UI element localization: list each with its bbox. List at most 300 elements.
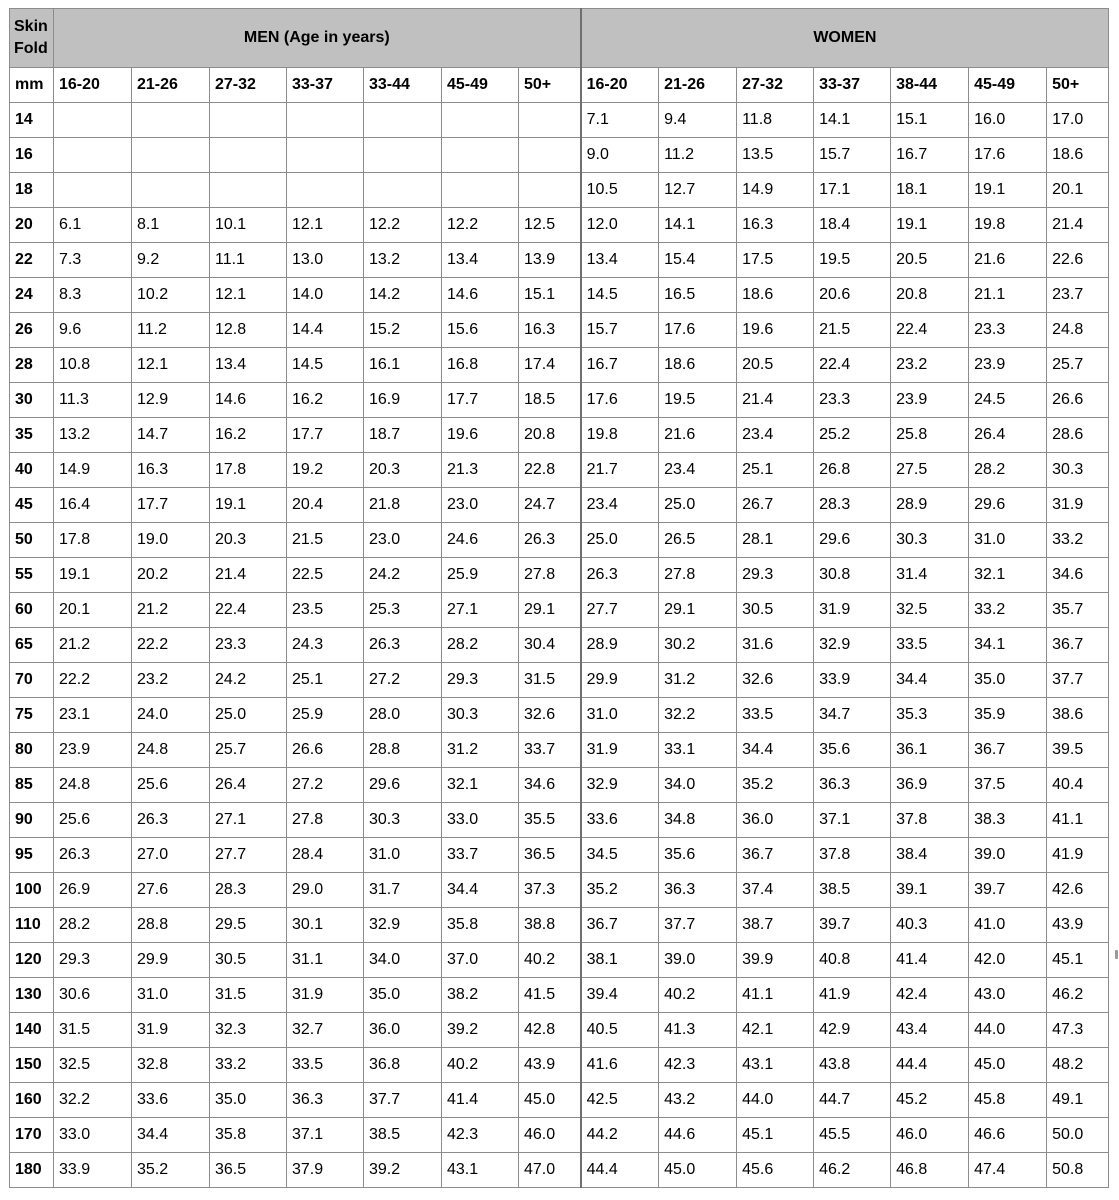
women-value-cell: 19.5	[659, 383, 737, 418]
men-value-cell: 10.1	[210, 208, 287, 243]
women-age-header: 33-37	[814, 68, 891, 103]
men-value-cell: 25.1	[287, 663, 364, 698]
men-value-cell: 37.7	[364, 1083, 442, 1118]
women-value-cell: 36.7	[737, 838, 814, 873]
skinfold-mm-cell: 14	[10, 103, 54, 138]
men-value-cell: 14.6	[210, 383, 287, 418]
men-value-cell: 17.4	[519, 348, 581, 383]
men-value-cell: 24.3	[287, 628, 364, 663]
men-value-cell: 30.6	[54, 978, 132, 1013]
table-row	[10, 383, 1109, 418]
women-value-cell: 46.8	[891, 1153, 969, 1188]
men-value-cell: 29.9	[132, 943, 210, 978]
table-row	[10, 1048, 1109, 1083]
men-value-cell: 35.0	[210, 1083, 287, 1118]
men-value-cell: 46.0	[519, 1118, 581, 1153]
men-value-cell	[132, 138, 210, 173]
women-value-cell: 19.1	[891, 208, 969, 243]
women-value-cell: 44.6	[659, 1118, 737, 1153]
men-value-cell: 37.9	[287, 1153, 364, 1188]
women-value-cell: 37.1	[814, 803, 891, 838]
men-value-cell: 15.1	[519, 278, 581, 313]
men-value-cell: 26.3	[132, 803, 210, 838]
table-row	[10, 313, 1109, 348]
men-group-header: MEN (Age in years)	[54, 9, 581, 68]
men-value-cell: 43.9	[519, 1048, 581, 1083]
men-value-cell	[442, 138, 519, 173]
men-value-cell	[519, 138, 581, 173]
women-value-cell: 31.0	[969, 523, 1047, 558]
men-value-cell: 27.8	[287, 803, 364, 838]
women-value-cell: 32.6	[737, 663, 814, 698]
women-value-cell: 12.7	[659, 173, 737, 208]
skinfold-mm-cell: 50	[10, 523, 54, 558]
men-value-cell: 37.3	[519, 873, 581, 908]
women-value-cell: 42.4	[891, 978, 969, 1013]
table-row	[10, 1013, 1109, 1048]
men-value-cell	[54, 173, 132, 208]
women-value-cell: 15.7	[814, 138, 891, 173]
women-value-cell: 37.7	[659, 908, 737, 943]
men-value-cell: 16.8	[442, 348, 519, 383]
women-value-cell: 40.8	[814, 943, 891, 978]
men-age-header: 33-44	[364, 68, 442, 103]
men-value-cell: 14.2	[364, 278, 442, 313]
men-value-cell: 12.1	[132, 348, 210, 383]
men-value-cell: 40.2	[442, 1048, 519, 1083]
men-value-cell: 34.4	[132, 1118, 210, 1153]
women-value-cell: 44.7	[814, 1083, 891, 1118]
women-value-cell: 21.4	[737, 383, 814, 418]
men-value-cell: 10.2	[132, 278, 210, 313]
women-value-cell: 44.4	[581, 1153, 659, 1188]
men-value-cell: 13.4	[442, 243, 519, 278]
men-value-cell: 24.8	[132, 733, 210, 768]
men-value-cell: 32.5	[54, 1048, 132, 1083]
men-value-cell: 16.1	[364, 348, 442, 383]
women-value-cell: 28.9	[891, 488, 969, 523]
women-value-cell: 48.2	[1047, 1048, 1109, 1083]
women-value-cell: 50.8	[1047, 1153, 1109, 1188]
men-value-cell: 33.9	[54, 1153, 132, 1188]
skinfold-mm-cell: 28	[10, 348, 54, 383]
men-value-cell: 22.2	[54, 663, 132, 698]
women-value-cell: 34.4	[737, 733, 814, 768]
table-row	[10, 943, 1109, 978]
women-value-cell: 26.7	[737, 488, 814, 523]
women-value-cell: 18.1	[891, 173, 969, 208]
women-value-cell: 16.0	[969, 103, 1047, 138]
men-age-header: 16-20	[54, 68, 132, 103]
men-value-cell: 30.5	[210, 943, 287, 978]
women-value-cell: 18.6	[659, 348, 737, 383]
women-value-cell: 49.1	[1047, 1083, 1109, 1118]
men-value-cell: 36.3	[287, 1083, 364, 1118]
women-value-cell: 21.6	[659, 418, 737, 453]
men-value-cell: 23.1	[54, 698, 132, 733]
men-value-cell: 14.0	[287, 278, 364, 313]
women-value-cell: 33.2	[1047, 523, 1109, 558]
women-value-cell: 33.9	[814, 663, 891, 698]
women-value-cell: 17.0	[1047, 103, 1109, 138]
table-row	[10, 663, 1109, 698]
women-value-cell: 36.7	[969, 733, 1047, 768]
women-value-cell: 43.0	[969, 978, 1047, 1013]
women-value-cell: 18.4	[814, 208, 891, 243]
men-value-cell: 23.9	[54, 733, 132, 768]
men-value-cell: 20.2	[132, 558, 210, 593]
women-value-cell: 40.5	[581, 1013, 659, 1048]
women-value-cell: 15.7	[581, 313, 659, 348]
women-value-cell: 19.6	[737, 313, 814, 348]
skinfold-label-line1: Skin	[14, 18, 48, 35]
men-value-cell: 19.1	[54, 558, 132, 593]
women-value-cell: 34.7	[814, 698, 891, 733]
men-value-cell: 26.6	[287, 733, 364, 768]
women-value-cell: 14.9	[737, 173, 814, 208]
women-value-cell: 17.1	[814, 173, 891, 208]
men-value-cell: 29.3	[54, 943, 132, 978]
skinfold-mm-cell: 35	[10, 418, 54, 453]
men-value-cell: 35.0	[364, 978, 442, 1013]
table-row	[10, 873, 1109, 908]
women-value-cell: 44.4	[891, 1048, 969, 1083]
table-row	[10, 908, 1109, 943]
women-value-cell: 30.3	[891, 523, 969, 558]
men-value-cell: 33.7	[519, 733, 581, 768]
men-value-cell	[364, 173, 442, 208]
women-value-cell: 41.1	[737, 978, 814, 1013]
women-value-cell: 36.7	[1047, 628, 1109, 663]
men-value-cell: 12.9	[132, 383, 210, 418]
women-value-cell: 34.5	[581, 838, 659, 873]
men-value-cell	[364, 103, 442, 138]
women-value-cell: 14.5	[581, 278, 659, 313]
skinfold-mm-cell: 85	[10, 768, 54, 803]
women-value-cell: 42.6	[1047, 873, 1109, 908]
men-value-cell: 32.8	[132, 1048, 210, 1083]
women-value-cell: 45.5	[814, 1118, 891, 1153]
skinfold-mm-cell: 70	[10, 663, 54, 698]
men-value-cell	[210, 138, 287, 173]
men-value-cell: 12.1	[287, 208, 364, 243]
women-value-cell: 43.2	[659, 1083, 737, 1118]
women-group-header: WOMEN	[581, 9, 1109, 68]
women-value-cell: 38.4	[891, 838, 969, 873]
men-value-cell: 26.4	[210, 768, 287, 803]
men-value-cell: 25.6	[54, 803, 132, 838]
men-value-cell: 25.3	[364, 593, 442, 628]
men-value-cell: 31.2	[442, 733, 519, 768]
men-value-cell: 23.0	[442, 488, 519, 523]
table-row	[10, 243, 1109, 278]
skinfold-mm-cell: 110	[10, 908, 54, 943]
men-value-cell: 27.2	[287, 768, 364, 803]
women-value-cell: 42.9	[814, 1013, 891, 1048]
men-value-cell: 22.8	[519, 453, 581, 488]
women-value-cell: 45.2	[891, 1083, 969, 1118]
women-value-cell: 32.2	[659, 698, 737, 733]
women-value-cell: 17.5	[737, 243, 814, 278]
group-header-row	[10, 9, 1109, 68]
women-value-cell: 36.3	[814, 768, 891, 803]
men-value-cell	[519, 173, 581, 208]
women-value-cell: 26.4	[969, 418, 1047, 453]
men-value-cell: 12.1	[210, 278, 287, 313]
women-value-cell: 24.5	[969, 383, 1047, 418]
women-value-cell: 39.7	[814, 908, 891, 943]
women-value-cell: 25.0	[581, 523, 659, 558]
men-value-cell: 32.7	[287, 1013, 364, 1048]
men-value-cell: 14.6	[442, 278, 519, 313]
women-value-cell: 18.6	[737, 278, 814, 313]
women-value-cell: 45.8	[969, 1083, 1047, 1118]
men-value-cell	[132, 173, 210, 208]
men-value-cell	[442, 173, 519, 208]
women-value-cell: 41.9	[1047, 838, 1109, 873]
skinfold-mm-cell: 140	[10, 1013, 54, 1048]
men-value-cell: 20.3	[210, 523, 287, 558]
men-value-cell: 28.8	[132, 908, 210, 943]
women-value-cell: 29.6	[814, 523, 891, 558]
men-value-cell: 21.8	[364, 488, 442, 523]
women-value-cell: 37.7	[1047, 663, 1109, 698]
women-value-cell: 16.7	[891, 138, 969, 173]
unit-header: mm	[10, 68, 54, 103]
men-value-cell: 43.1	[442, 1153, 519, 1188]
men-value-cell: 42.8	[519, 1013, 581, 1048]
women-value-cell: 40.2	[659, 978, 737, 1013]
women-value-cell: 11.8	[737, 103, 814, 138]
men-value-cell: 16.9	[364, 383, 442, 418]
men-value-cell: 30.3	[442, 698, 519, 733]
men-value-cell: 41.5	[519, 978, 581, 1013]
women-value-cell: 31.9	[581, 733, 659, 768]
men-value-cell: 16.3	[132, 453, 210, 488]
women-value-cell: 39.0	[659, 943, 737, 978]
men-value-cell: 16.4	[54, 488, 132, 523]
men-value-cell: 18.7	[364, 418, 442, 453]
women-value-cell: 11.2	[659, 138, 737, 173]
women-value-cell: 33.5	[891, 628, 969, 663]
men-value-cell: 22.2	[132, 628, 210, 663]
table-row	[10, 838, 1109, 873]
men-value-cell: 24.0	[132, 698, 210, 733]
men-value-cell: 27.6	[132, 873, 210, 908]
men-value-cell: 17.8	[210, 453, 287, 488]
women-value-cell: 35.7	[1047, 593, 1109, 628]
men-value-cell: 36.0	[364, 1013, 442, 1048]
women-value-cell: 20.6	[814, 278, 891, 313]
skinfold-body-fat-table	[9, 8, 1109, 1188]
table-row	[10, 1153, 1109, 1188]
women-value-cell: 17.6	[659, 313, 737, 348]
table-body	[10, 103, 1109, 1188]
men-value-cell: 28.4	[287, 838, 364, 873]
men-value-cell: 38.5	[364, 1118, 442, 1153]
men-value-cell: 23.3	[210, 628, 287, 663]
men-value-cell: 31.5	[519, 663, 581, 698]
men-value-cell: 21.5	[287, 523, 364, 558]
women-value-cell: 23.4	[581, 488, 659, 523]
table-row	[10, 278, 1109, 313]
women-value-cell: 27.8	[659, 558, 737, 593]
women-value-cell: 40.3	[891, 908, 969, 943]
men-value-cell: 37.0	[442, 943, 519, 978]
women-value-cell: 45.0	[659, 1153, 737, 1188]
women-value-cell: 37.5	[969, 768, 1047, 803]
women-value-cell: 42.3	[659, 1048, 737, 1083]
men-value-cell: 24.7	[519, 488, 581, 523]
men-value-cell: 31.9	[132, 1013, 210, 1048]
skinfold-mm-cell: 90	[10, 803, 54, 838]
men-value-cell: 36.5	[210, 1153, 287, 1188]
skinfold-mm-cell: 150	[10, 1048, 54, 1083]
men-value-cell: 33.2	[210, 1048, 287, 1083]
skinfold-mm-cell: 160	[10, 1083, 54, 1118]
women-value-cell: 17.6	[581, 383, 659, 418]
table-row	[10, 453, 1109, 488]
men-value-cell: 28.0	[364, 698, 442, 733]
men-value-cell: 22.5	[287, 558, 364, 593]
skinfold-mm-cell: 80	[10, 733, 54, 768]
women-value-cell: 20.1	[1047, 173, 1109, 208]
men-value-cell: 27.8	[519, 558, 581, 593]
men-value-cell: 31.5	[210, 978, 287, 1013]
men-value-cell: 25.9	[287, 698, 364, 733]
men-value-cell: 12.5	[519, 208, 581, 243]
women-value-cell: 27.7	[581, 593, 659, 628]
women-value-cell: 23.4	[659, 453, 737, 488]
men-value-cell: 19.1	[210, 488, 287, 523]
skinfold-mm-cell: 24	[10, 278, 54, 313]
men-value-cell: 14.4	[287, 313, 364, 348]
men-value-cell: 20.4	[287, 488, 364, 523]
men-value-cell: 8.3	[54, 278, 132, 313]
men-value-cell: 14.5	[287, 348, 364, 383]
women-value-cell: 28.6	[1047, 418, 1109, 453]
women-value-cell: 47.3	[1047, 1013, 1109, 1048]
women-value-cell: 21.4	[1047, 208, 1109, 243]
women-value-cell: 30.2	[659, 628, 737, 663]
men-value-cell: 42.3	[442, 1118, 519, 1153]
men-value-cell: 41.4	[442, 1083, 519, 1118]
men-value-cell: 23.0	[364, 523, 442, 558]
men-value-cell: 28.3	[210, 873, 287, 908]
women-value-cell: 40.4	[1047, 768, 1109, 803]
women-value-cell: 31.0	[581, 698, 659, 733]
women-value-cell: 32.9	[581, 768, 659, 803]
women-value-cell: 39.5	[1047, 733, 1109, 768]
men-value-cell: 32.2	[54, 1083, 132, 1118]
men-age-header: 50+	[519, 68, 581, 103]
men-value-cell: 13.2	[54, 418, 132, 453]
women-value-cell: 23.7	[1047, 278, 1109, 313]
women-value-cell: 21.1	[969, 278, 1047, 313]
women-value-cell: 29.6	[969, 488, 1047, 523]
men-value-cell	[54, 103, 132, 138]
women-value-cell: 16.7	[581, 348, 659, 383]
women-value-cell: 17.6	[969, 138, 1047, 173]
women-value-cell: 39.1	[891, 873, 969, 908]
women-value-cell: 22.6	[1047, 243, 1109, 278]
men-value-cell: 31.5	[54, 1013, 132, 1048]
table-row	[10, 803, 1109, 838]
table-row	[10, 768, 1109, 803]
women-value-cell: 45.6	[737, 1153, 814, 1188]
men-value-cell: 30.4	[519, 628, 581, 663]
men-value-cell	[132, 103, 210, 138]
skinfold-mm-cell: 120	[10, 943, 54, 978]
women-value-cell: 16.5	[659, 278, 737, 313]
men-value-cell	[287, 173, 364, 208]
table-row	[10, 103, 1109, 138]
men-value-cell: 39.2	[364, 1153, 442, 1188]
women-value-cell: 14.1	[814, 103, 891, 138]
women-value-cell: 37.8	[814, 838, 891, 873]
men-value-cell: 38.8	[519, 908, 581, 943]
men-value-cell: 32.3	[210, 1013, 287, 1048]
women-value-cell: 31.6	[737, 628, 814, 663]
women-value-cell: 41.9	[814, 978, 891, 1013]
men-age-header: 45-49	[442, 68, 519, 103]
women-value-cell: 15.4	[659, 243, 737, 278]
women-age-header: 38-44	[891, 68, 969, 103]
skinfold-mm-cell: 22	[10, 243, 54, 278]
women-value-cell: 32.9	[814, 628, 891, 663]
men-value-cell: 21.3	[442, 453, 519, 488]
men-value-cell: 14.9	[54, 453, 132, 488]
women-value-cell: 46.0	[891, 1118, 969, 1153]
women-value-cell: 44.0	[737, 1083, 814, 1118]
men-value-cell: 36.8	[364, 1048, 442, 1083]
women-value-cell: 43.4	[891, 1013, 969, 1048]
men-value-cell: 11.3	[54, 383, 132, 418]
women-value-cell: 38.3	[969, 803, 1047, 838]
men-value-cell: 8.1	[132, 208, 210, 243]
women-value-cell: 44.0	[969, 1013, 1047, 1048]
women-value-cell: 20.5	[891, 243, 969, 278]
women-value-cell: 25.2	[814, 418, 891, 453]
skinfold-mm-cell: 55	[10, 558, 54, 593]
men-value-cell: 13.4	[210, 348, 287, 383]
women-value-cell: 45.1	[1047, 943, 1109, 978]
women-value-cell: 23.3	[969, 313, 1047, 348]
women-value-cell: 25.8	[891, 418, 969, 453]
women-value-cell: 31.9	[1047, 488, 1109, 523]
men-value-cell: 33.0	[54, 1118, 132, 1153]
women-value-cell: 23.9	[969, 348, 1047, 383]
women-value-cell: 31.9	[814, 593, 891, 628]
skinfold-mm-cell: 40	[10, 453, 54, 488]
men-age-header: 27-32	[210, 68, 287, 103]
women-value-cell: 29.9	[581, 663, 659, 698]
women-value-cell: 28.9	[581, 628, 659, 663]
men-value-cell: 26.9	[54, 873, 132, 908]
men-value-cell: 27.7	[210, 838, 287, 873]
women-value-cell: 15.1	[891, 103, 969, 138]
men-value-cell: 20.1	[54, 593, 132, 628]
men-value-cell: 9.2	[132, 243, 210, 278]
women-value-cell: 41.6	[581, 1048, 659, 1083]
women-value-cell: 22.4	[814, 348, 891, 383]
men-value-cell: 45.0	[519, 1083, 581, 1118]
women-value-cell: 41.4	[891, 943, 969, 978]
women-age-header: 45-49	[969, 68, 1047, 103]
women-value-cell: 30.5	[737, 593, 814, 628]
women-value-cell: 9.4	[659, 103, 737, 138]
table-row	[10, 628, 1109, 663]
